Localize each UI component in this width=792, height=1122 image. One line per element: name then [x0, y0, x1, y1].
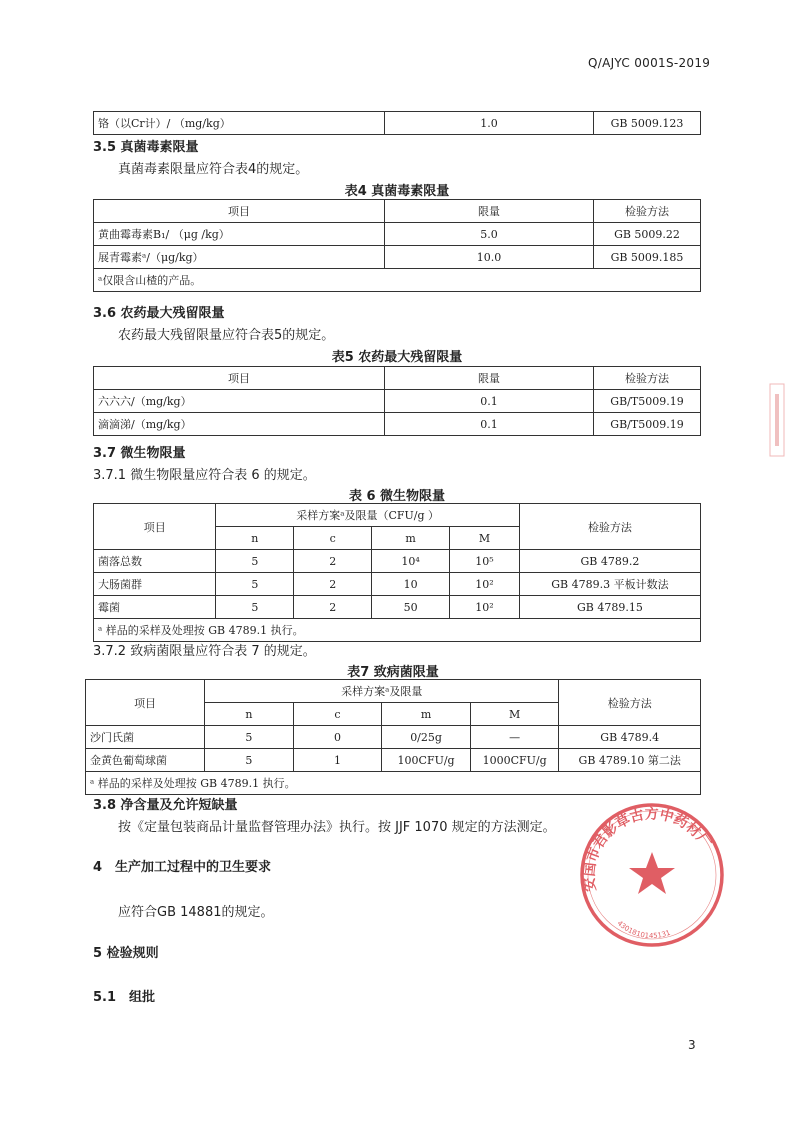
table-header-row: [94, 504, 701, 527]
table-header: 检验方法: [519, 504, 700, 550]
table-cell: 5: [205, 749, 294, 772]
table-cell: 黄曲霉毒素B₁/ （μg /kg）: [94, 223, 385, 246]
table-cell: 5: [205, 726, 294, 749]
section-3-8-text: 按《定量包装商品计量监督管理办法》执行。按 JJF 1070 规定的方法测定。: [118, 820, 556, 835]
table-6: [93, 503, 701, 642]
section-5-1-heading: 5.1 组批: [93, 990, 156, 1005]
table-header: c: [294, 527, 372, 550]
table-header: 采样方案ᵃ及限量（CFU/g ）: [216, 504, 519, 527]
section-5-heading: 5 检验规则: [93, 946, 159, 961]
table-cell: —: [470, 726, 559, 749]
table-cell: 5: [216, 573, 294, 596]
table-header: n: [205, 703, 294, 726]
table-6-caption: 表 6 微生物限量: [348, 489, 446, 504]
table-header-row: [94, 200, 701, 223]
table-cell: 10⁵: [450, 550, 520, 573]
table-3-continued: [93, 111, 701, 135]
table-header: 检验方法: [594, 367, 701, 390]
section-3-6-heading: 3.6 农药最大残留限量: [93, 306, 225, 321]
section-3-5-text: 真菌毒素限量应符合表4的规定。: [118, 162, 309, 177]
table-7: [85, 679, 701, 795]
table-header: m: [372, 527, 450, 550]
table-cell: 2: [294, 573, 372, 596]
table-cell: 1.0: [385, 112, 594, 135]
section-3-8-heading: 3.8 净含量及允许短缺量: [93, 798, 238, 813]
table-cell: 大肠菌群: [94, 573, 216, 596]
section-3-5-heading: 3.5 真菌毒素限量: [93, 140, 199, 155]
section-4-heading: 4 生产加工过程中的卫生要求: [93, 860, 272, 875]
table-cell: 10²: [450, 596, 520, 619]
table-header-row: [86, 680, 701, 703]
section-3-6-text: 农药最大残留限量应符合表5的规定。: [118, 328, 335, 343]
table-cell: 10: [372, 573, 450, 596]
page-number: 3: [688, 1038, 696, 1052]
table-note: ᵃ 样品的采样及处理按 GB 4789.1 执行。: [86, 772, 701, 795]
table-cell: GB 4789.4: [559, 726, 701, 749]
table-row: [86, 726, 701, 749]
svg-text:安国市君影草古方中药材厂: 安国市君影草古方中药材厂: [581, 806, 714, 893]
table-cell: GB 4789.15: [519, 596, 700, 619]
section-3-7-2-text: 3.7.2 致病菌限量应符合表 7 的规定。: [93, 644, 316, 659]
table-header: 限量: [385, 367, 594, 390]
table-row: [94, 223, 701, 246]
table-header: 采样方案ᵃ及限量: [205, 680, 559, 703]
table-cell: GB 4789.10 第二法: [559, 749, 701, 772]
table-cell: GB 4789.3 平板计数法: [519, 573, 700, 596]
table-cell: 菌落总数: [94, 550, 216, 573]
table-cell: 2: [294, 550, 372, 573]
table-cell: 铬（以Cr计）/ （mg/kg）: [94, 112, 385, 135]
table-cell: 10.0: [385, 246, 594, 269]
table-cell: 0: [293, 726, 382, 749]
table-header: M: [450, 527, 520, 550]
table-cell: GB/T5009.19: [594, 390, 701, 413]
table-row: [94, 596, 701, 619]
table-cell: 沙门氏菌: [86, 726, 205, 749]
table-note: ᵃ仅限含山楂的产品。: [94, 269, 701, 292]
table-5-caption: 表5 农药最大残留限量: [331, 350, 463, 365]
table-note-row: [86, 772, 701, 795]
table-cell: GB 5009.22: [594, 223, 701, 246]
section-3-7-1-text: 3.7.1 微生物限量应符合表 6 的规定。: [93, 468, 316, 483]
table-cell: 金黄色葡萄球菌: [86, 749, 205, 772]
table-header: M: [470, 703, 559, 726]
table-row: [94, 550, 701, 573]
table-row: [94, 112, 701, 135]
table-7-caption: 表7 致病菌限量: [347, 665, 439, 680]
table-cell: 0/25g: [382, 726, 471, 749]
edge-seal-mark: [766, 380, 788, 460]
table-header: m: [382, 703, 471, 726]
table-cell: 霉菌: [94, 596, 216, 619]
table-row: [86, 749, 701, 772]
table-cell: 5: [216, 596, 294, 619]
table-note: ᵃ 样品的采样及处理按 GB 4789.1 执行。: [94, 619, 701, 642]
svg-text:4301810145131: 4301810145131: [615, 919, 672, 941]
table-cell: 10²: [450, 573, 520, 596]
table-cell: 5.0: [385, 223, 594, 246]
table-cell: GB/T5009.19: [594, 413, 701, 436]
table-cell: 展青霉素ᵃ/（μg/kg）: [94, 246, 385, 269]
table-cell: 0.1: [385, 413, 594, 436]
table-cell: 10⁴: [372, 550, 450, 573]
table-cell: 100CFU/g: [382, 749, 471, 772]
table-5: [93, 366, 701, 436]
table-header: c: [293, 703, 382, 726]
table-cell: GB 4789.2: [519, 550, 700, 573]
table-4-caption: 表4 真菌毒素限量: [344, 184, 450, 199]
table-cell: 5: [216, 550, 294, 573]
table-row: [94, 246, 701, 269]
table-header: 项目: [94, 504, 216, 550]
table-cell: GB 5009.185: [594, 246, 701, 269]
table-cell: 六六六/（mg/kg）: [94, 390, 385, 413]
table-row: [94, 573, 701, 596]
table-header: 限量: [385, 200, 594, 223]
table-note-row: [94, 619, 701, 642]
table-cell: 1: [293, 749, 382, 772]
table-cell: 50: [372, 596, 450, 619]
company-seal-stamp: [577, 800, 727, 950]
table-header: 项目: [94, 200, 385, 223]
table-cell: GB 5009.123: [594, 112, 701, 135]
table-cell: 滴滴涕/（mg/kg）: [94, 413, 385, 436]
section-3-7-heading: 3.7 微生物限量: [93, 446, 186, 461]
table-note-row: [94, 269, 701, 292]
table-header: 检验方法: [559, 680, 701, 726]
table-row: [94, 413, 701, 436]
table-header: 项目: [94, 367, 385, 390]
table-cell: 0.1: [385, 390, 594, 413]
section-4-text: 应符合GB 14881的规定。: [118, 905, 274, 920]
table-cell: 2: [294, 596, 372, 619]
table-row: [94, 390, 701, 413]
doc-code: Q/AJYC 0001S-2019: [588, 56, 711, 70]
table-cell: 1000CFU/g: [470, 749, 559, 772]
table-header: 项目: [86, 680, 205, 726]
table-header: n: [216, 527, 294, 550]
table-header: 检验方法: [594, 200, 701, 223]
table-4: [93, 199, 701, 292]
table-header-row: [94, 367, 701, 390]
